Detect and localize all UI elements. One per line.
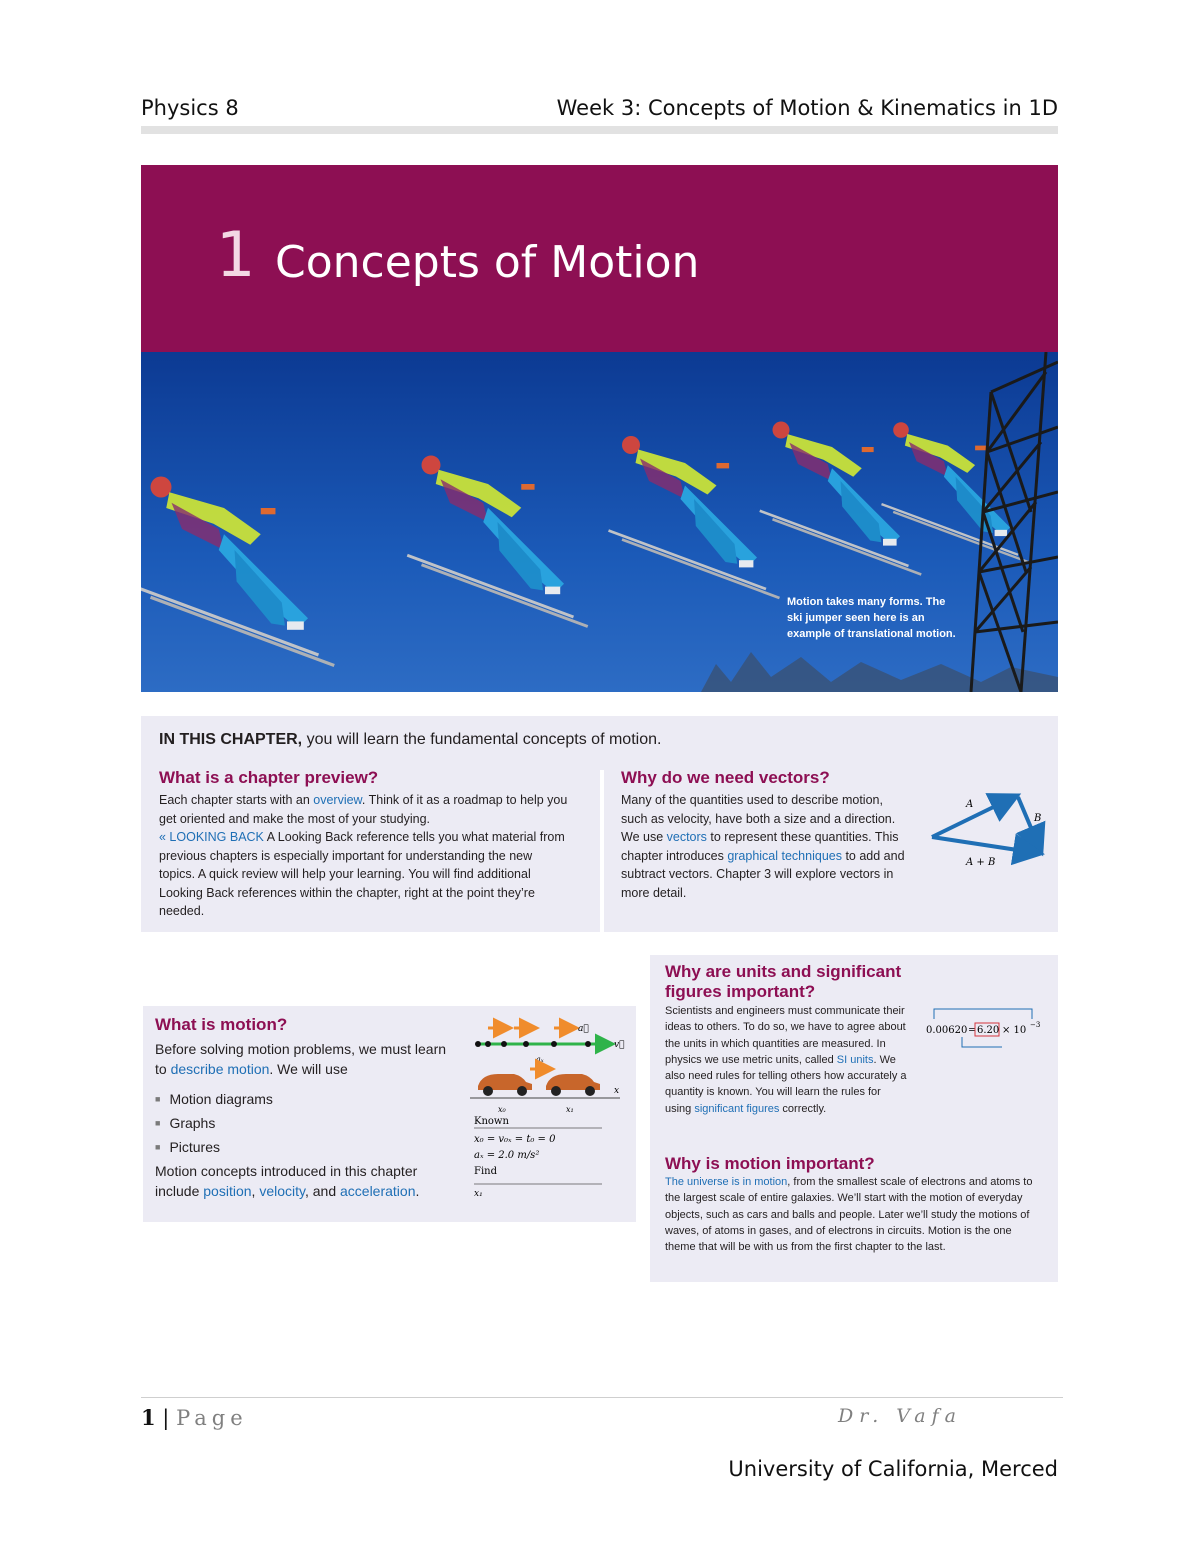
ax-label: aₓ <box>536 1055 544 1064</box>
universe-in-motion-link[interactable]: The universe is in motion <box>665 1176 788 1188</box>
accel-label: a⃗ <box>578 1024 589 1034</box>
motion-importance-body <box>665 1174 1045 1255</box>
x-axis-label: x <box>614 1086 620 1096</box>
intro-text: you will learn the fundamental concepts of motion. <box>302 731 662 748</box>
preview-text-1: Each chapter starts with an <box>159 793 314 807</box>
notation-value-b: 6.20 <box>977 1025 1000 1036</box>
describe-motion-link[interactable]: describe motion <box>170 1061 270 1077</box>
motion-text-1: Before solving motion problems, we must learn to <box>155 1041 447 1077</box>
page-separator: | <box>155 1406 177 1430</box>
vectors-text-2: to represent these quantities. This chapter introduces <box>621 830 899 863</box>
chapter-number: 1 <box>216 218 256 291</box>
notation-exponent: −3 <box>1030 1021 1041 1029</box>
scientific-notation-figure <box>922 1003 1052 1058</box>
preview-heading: What is a chapter preview? <box>159 768 379 787</box>
graphical-techniques-link[interactable]: graphical techniques <box>727 848 842 863</box>
vectors-text-1: Many of the quantities used to describe motion, such as velocity, have both a size and a direction. We use <box>621 793 896 844</box>
university-name: University of California, Merced <box>728 1457 1058 1481</box>
units-text-1: Scientists and engineers must communicate their ideas to others. To do so, we have to agree about the units in which quantities are measured. In physics we use metric units, called <box>665 1005 906 1066</box>
motion-diagram-figure <box>470 1016 630 1201</box>
units-heading: Why are units and significant figures important? <box>665 962 902 1001</box>
looking-back-label: « LOOKING BACK <box>159 830 264 844</box>
list-item: ■ Pictures <box>155 1136 273 1160</box>
vector-a-label: A <box>966 799 974 810</box>
intro-lead: IN THIS CHAPTER, <box>159 731 303 748</box>
position-link[interactable]: position <box>203 1183 252 1199</box>
list-item: ■ Graphs <box>155 1112 273 1136</box>
x1-label: x₁ <box>566 1105 574 1114</box>
footer-rule <box>141 1397 1063 1398</box>
course-title: Physics 8 <box>141 96 239 120</box>
vectors-link[interactable]: vectors <box>666 830 707 844</box>
preview-body <box>159 791 569 921</box>
importance-text: , from the smallest scale of electrons and atoms to the largest scale of entire galaxies. We’ll start with the motion of everyday objects, such as cars and balls and people. Later we’ll study the motions of waves, of atoms in gases, and of electrons in circuits. Motion is the one theme that will be with us from the first chapter to the last. <box>665 1176 1033 1254</box>
chapter-title: Concepts of Motion <box>275 237 700 288</box>
si-units-link[interactable]: SI units <box>836 1053 874 1066</box>
notation-times: × 10 <box>1002 1025 1027 1036</box>
overview-link[interactable]: overview <box>313 793 362 807</box>
svg-text:=: = <box>968 1025 977 1036</box>
motion-heading: What is motion? <box>155 1015 288 1034</box>
units-text-2: . We also need rules for telling others how accurately a quantity is known. You will learn the rules for using <box>665 1053 907 1115</box>
week-title: Week 3: Concepts of Motion & Kinematics in 1D <box>556 96 1058 120</box>
find-var: x₁ <box>474 1189 483 1199</box>
motion-body <box>155 1039 455 1079</box>
page-word: Page <box>176 1406 248 1430</box>
notation-value-a: 0.00620 <box>926 1025 968 1036</box>
preview-text-3: A Looking Back reference tells you what material from previous chapters is especially important for understanding the new topics. A quick review will help your learning. You will find additional Looking Back references within the chapter, right at the point they’re needed. <box>159 830 565 918</box>
motion-tools-list <box>155 1088 273 1160</box>
x0-label: x₀ <box>498 1105 506 1114</box>
vectors-text-3: to add and subtract vectors. Chapter 3 will explore vectors in more detail. <box>621 848 905 900</box>
page-number <box>141 1405 248 1430</box>
motion-text-2: . We will use <box>269 1061 348 1077</box>
known-label: Known <box>474 1116 509 1127</box>
motion-importance-heading: Why is motion important? <box>665 1154 875 1173</box>
sep-1: , <box>251 1183 260 1199</box>
velocity-link[interactable]: velocity <box>259 1183 305 1199</box>
vectors-body <box>621 791 906 902</box>
panel-divider <box>600 770 604 932</box>
preview-text-2: . Think of it as a roadmap to help you get oriented and make the most of your studying. <box>159 793 568 826</box>
units-text-3: correctly. <box>779 1102 827 1115</box>
known-eq-1: x₀ = v₀ₓ = t₀ = 0 <box>474 1134 556 1145</box>
vector-b-label: B <box>1034 813 1042 824</box>
photo-caption: Motion takes many forms. The ski jumper seen here is an example of translational motion. <box>787 596 956 640</box>
vectors-heading: Why do we need vectors? <box>621 768 830 787</box>
motion-concepts-text: Motion concepts introduced in this chapter include <box>155 1163 418 1199</box>
vector-addition-figure <box>922 785 1052 880</box>
list-item: ■ Motion diagrams <box>155 1088 273 1112</box>
author-name: Dr. Vafa <box>838 1405 962 1427</box>
acceleration-link[interactable]: acceleration <box>340 1183 416 1199</box>
units-body <box>665 1003 910 1117</box>
velocity-label: v⃗ <box>614 1040 625 1050</box>
sep-2: , and <box>304 1183 340 1199</box>
motion-concepts <box>155 1161 465 1201</box>
significant-figures-link[interactable]: significant figures <box>694 1102 780 1115</box>
sep-3: . <box>415 1183 420 1199</box>
vector-sum-label: A + B <box>966 857 996 868</box>
page-number-value: 1 <box>141 1405 156 1430</box>
header-rule <box>141 126 1058 134</box>
chapter-intro <box>159 731 661 749</box>
find-label: Find <box>474 1166 497 1177</box>
known-eq-2: aₓ = 2.0 m/s² <box>474 1150 540 1161</box>
